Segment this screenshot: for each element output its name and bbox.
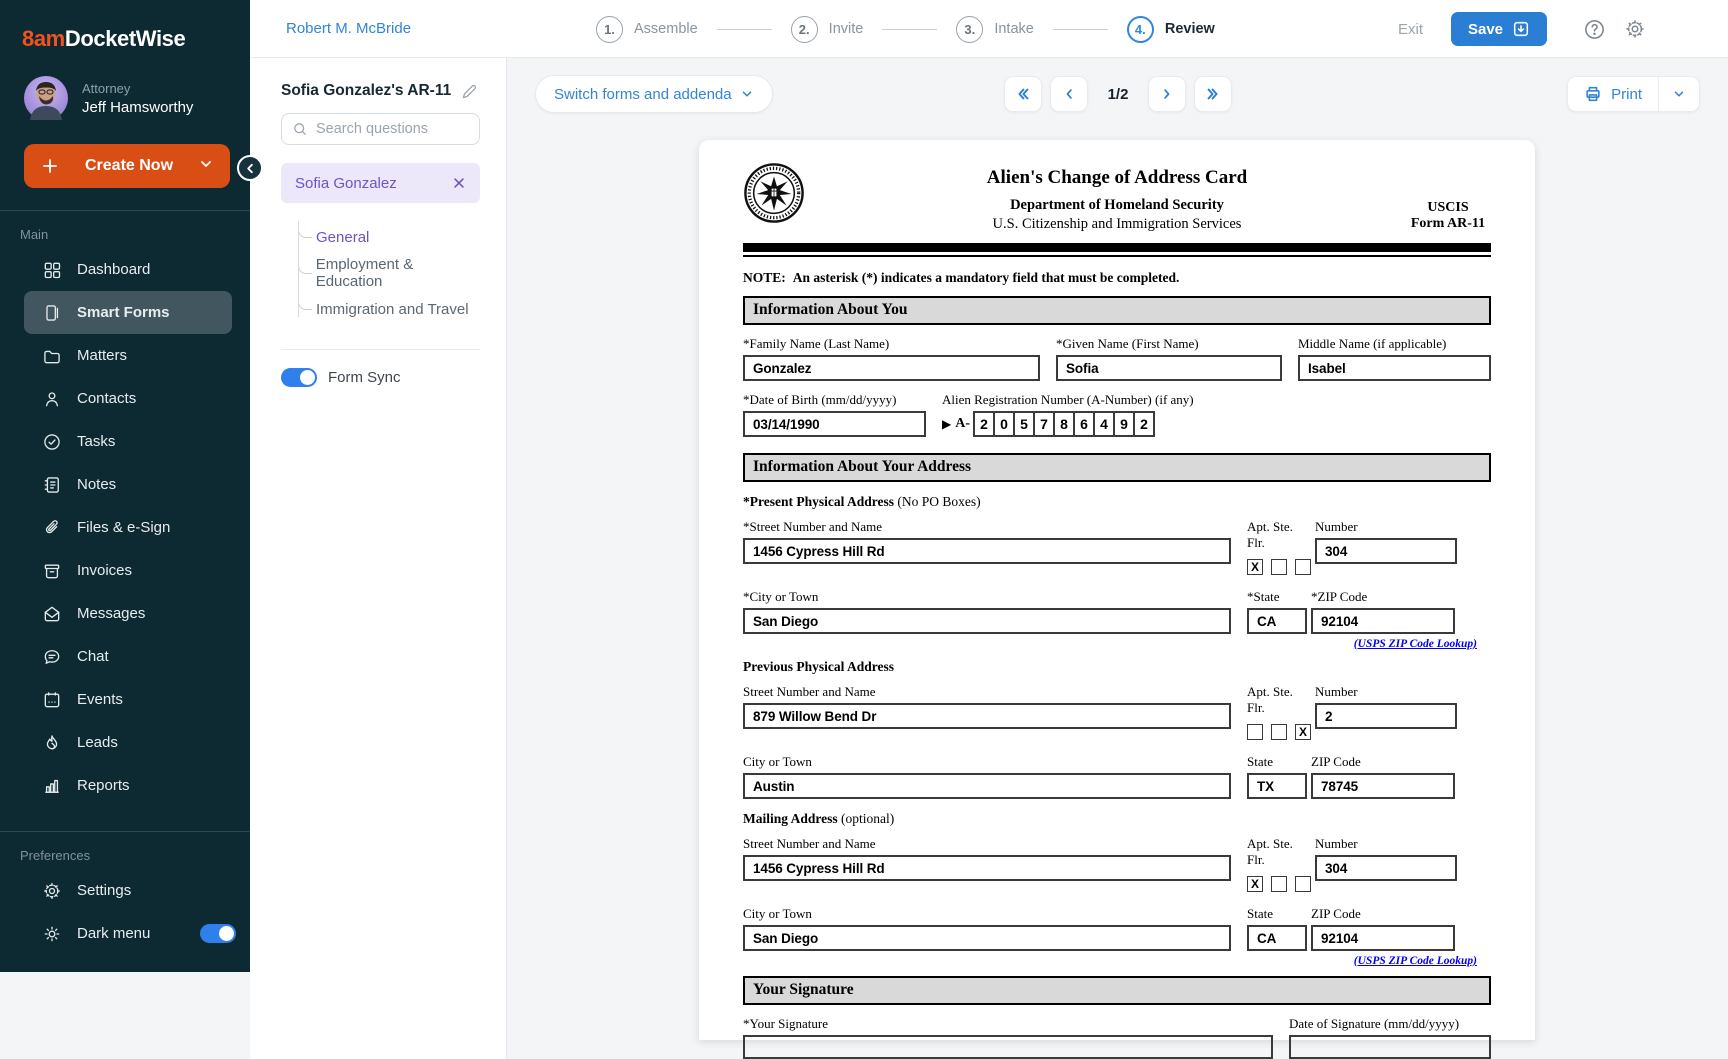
signature-date-field[interactable]: [1289, 1035, 1491, 1059]
sidebar-item-label: Messages: [77, 605, 146, 622]
sidebar-item-dashboard[interactable]: [24, 248, 232, 291]
question-circle-icon: [1583, 18, 1606, 41]
step-label: Invite: [828, 21, 864, 37]
document-title: Alien's Change of Address Card: [986, 167, 1248, 188]
plus-icon: [40, 156, 60, 176]
search-input[interactable]: [316, 121, 456, 137]
form-id: USCIS Form AR-11: [1410, 200, 1486, 231]
chevron-right-icon: [1160, 87, 1174, 101]
sidebar-item-chat[interactable]: [24, 635, 232, 678]
tree-item-label: General: [316, 228, 370, 246]
notes-icon: [42, 475, 62, 495]
dob-label: *Date of Birth (mm/dd/yyyy): [743, 392, 897, 407]
previous-address-title: Previous Physical Address: [743, 659, 895, 674]
main-content: [507, 58, 1728, 1059]
avatar: [24, 76, 68, 120]
sidebar-item-messages[interactable]: [24, 592, 232, 635]
step-connector: [882, 29, 937, 30]
selected-person-name: Sofia Gonzalez: [295, 174, 397, 192]
apt-checkbox[interactable]: [1247, 724, 1263, 740]
sidebar-item-label: Leads: [77, 734, 118, 751]
form-navigator-panel: [250, 58, 507, 1059]
mailing-address-title: Mailing Address (optional): [743, 811, 895, 826]
given-name-field[interactable]: Sofia: [1056, 355, 1282, 381]
step-label: Assemble: [634, 21, 698, 37]
exit-button[interactable]: Exit: [1397, 20, 1423, 38]
create-now-button[interactable]: [24, 144, 230, 188]
first-page-button[interactable]: [1004, 76, 1042, 112]
tree-branch: [298, 226, 312, 238]
sidebar-item-dark-menu[interactable]: [24, 912, 232, 955]
step-circle: 4.: [1127, 16, 1154, 43]
number-label: Number: [1315, 684, 1358, 699]
ste-checkbox[interactable]: [1271, 559, 1287, 575]
bar-chart-icon: [42, 776, 62, 796]
flr-checkbox[interactable]: [1295, 559, 1311, 575]
apt-ste-flr-label: Apt. Ste. Flr.: [1247, 684, 1293, 715]
sidebar-item-matters[interactable]: [24, 334, 232, 377]
sidebar-item-label: Tasks: [77, 433, 116, 450]
page-indicator: 1/2: [1107, 85, 1129, 103]
section-label-main: Main: [20, 227, 49, 242]
step-label: Review: [1164, 21, 1215, 37]
calendar-icon: [42, 690, 62, 710]
section-label-preferences: Preferences: [20, 848, 91, 863]
usps-zip-lookup-link[interactable]: (USPS ZIP Code Lookup): [1353, 955, 1477, 967]
sidebar-item-label: Reports: [77, 777, 130, 794]
ste-checkbox[interactable]: [1271, 876, 1287, 892]
chevron-left-icon: [1062, 87, 1076, 101]
sun-icon: [42, 924, 62, 944]
sidebar-item-files-esign[interactable]: [24, 506, 232, 549]
family-name-label: *Family Name (Last Name): [743, 336, 890, 351]
number-label: Number: [1315, 519, 1358, 534]
zip-label: ZIP Code: [1311, 754, 1361, 769]
save-button[interactable]: [1451, 12, 1547, 46]
number-field[interactable]: 2: [1315, 703, 1457, 729]
flr-checkbox[interactable]: [1295, 876, 1311, 892]
invoice-box-icon: [42, 561, 62, 581]
sidebar-item-notes[interactable]: [24, 463, 232, 506]
sidebar-item-label: Matters: [77, 347, 128, 364]
sidebar-item-invoices[interactable]: [24, 549, 232, 592]
top-header: [250, 0, 1728, 58]
sidebar-item-label: Contacts: [77, 390, 137, 407]
edit-pencil-icon[interactable]: [461, 83, 478, 100]
number-field[interactable]: 304: [1315, 538, 1457, 564]
sidebar-item-label: Invoices: [77, 562, 133, 579]
save-label: Save: [1467, 20, 1504, 38]
step-assemble[interactable]: [596, 16, 698, 43]
zip-field[interactable]: 78745: [1311, 773, 1455, 799]
family-name-field[interactable]: Gonzalez: [743, 355, 1040, 381]
user-profile[interactable]: [24, 76, 250, 120]
zip-field[interactable]: 92104: [1311, 925, 1455, 951]
agency-line-2: U.S. Citizenship and Immigration Services: [992, 216, 1242, 232]
chevron-down-icon: [740, 87, 754, 101]
note-line: NOTE: An asterisk (*) indicates a mandatory field that must be completed.: [743, 270, 1180, 285]
city-field[interactable]: Austin: [743, 773, 1231, 799]
chat-bubble-icon: [42, 647, 62, 667]
envelope-open-icon: [42, 604, 62, 624]
city-label: *City or Town: [743, 589, 819, 604]
last-page-button[interactable]: [1194, 76, 1232, 112]
dhs-seal: [743, 162, 805, 224]
tree-branch: [298, 298, 312, 310]
app-logo[interactable]: 8amDocketWise: [22, 26, 186, 51]
form-sync-row: [281, 368, 480, 387]
street-field[interactable]: 879 Willow Bend Dr: [743, 703, 1231, 729]
apt-ste-flr-label: Apt. Ste. Flr.: [1247, 519, 1293, 550]
profile-name: Jeff Hamsworthy: [82, 98, 194, 116]
settings-button[interactable]: [1624, 18, 1646, 40]
state-label: State: [1247, 906, 1273, 921]
sidebar-item-smart-forms[interactable]: [24, 291, 232, 334]
step-circle: 3.: [956, 16, 983, 43]
form-sync-toggle[interactable]: [281, 368, 317, 387]
avatar-illustration: [24, 76, 68, 120]
form-sync-label: Form Sync: [328, 369, 401, 386]
gear-icon: [42, 881, 62, 901]
tree-item-employment-education[interactable]: [298, 255, 480, 291]
sidebar-item-label: Notes: [77, 476, 117, 493]
sidebar-item-label: Files & e-Sign: [77, 519, 171, 536]
state-field[interactable]: CA: [1247, 925, 1307, 951]
page-navigation: [1004, 76, 1232, 112]
sidebar-item-label: Chat: [77, 648, 109, 665]
document-page: [699, 140, 1535, 1040]
street-label: Street Number and Name: [743, 836, 876, 851]
step-label: Intake: [994, 21, 1034, 37]
section-heading-address: Information About Your Address: [743, 453, 1491, 482]
step-invite[interactable]: [791, 16, 864, 43]
search-icon: [292, 121, 308, 137]
step-connector: [717, 29, 772, 30]
question-tree: [298, 219, 480, 327]
street-field[interactable]: 1456 Cypress Hill Rd: [743, 855, 1231, 881]
present-address-title: *Present Physical Address (No PO Boxes): [743, 494, 981, 509]
usps-zip-lookup-link[interactable]: (USPS ZIP Code Lookup): [1353, 638, 1477, 650]
step-intake[interactable]: [956, 16, 1034, 43]
divider-line: [743, 255, 1491, 257]
divider: [0, 831, 250, 832]
close-icon: [452, 176, 466, 190]
previous-page-button[interactable]: [1050, 76, 1088, 112]
smart-forms-icon: [42, 303, 62, 323]
sidebar-item-events[interactable]: [24, 678, 232, 721]
step-circle: 2.: [791, 16, 818, 43]
tree-item-label: Employment & Education: [315, 256, 414, 290]
ste-checkbox[interactable]: [1271, 724, 1287, 740]
form-title: Sofia Gonzalez's AR-11: [281, 82, 452, 99]
apt-ste-flr-label: Apt. Ste. Flr.: [1247, 836, 1293, 867]
sidebar-item-reports[interactable]: [24, 764, 232, 807]
tree-item-label: Immigration and Travel: [316, 300, 469, 318]
print-split-button: [1567, 76, 1700, 112]
given-name-label: *Given Name (First Name): [1056, 336, 1199, 351]
street-label: Street Number and Name: [743, 684, 876, 699]
divider-bar: [743, 243, 1491, 252]
sidebar-item-label: Settings: [77, 882, 132, 899]
paperclip-icon: [42, 518, 62, 538]
folder-icon: [42, 346, 62, 366]
signature-label: *Your Signature: [743, 1016, 828, 1031]
state-label: *State: [1247, 589, 1280, 604]
anumber-field[interactable]: ▶ A- 2 0 5 7 8 6 4 9 2: [942, 411, 1194, 437]
dashboard-icon: [42, 260, 62, 280]
dob-field[interactable]: 03/14/1990: [743, 411, 926, 437]
flr-checkbox[interactable]: X: [1295, 724, 1311, 740]
chevron-left-icon: [245, 163, 256, 174]
state-label: State: [1247, 754, 1273, 769]
stepper: [596, 0, 1215, 58]
chevrons-right-icon: [1205, 86, 1221, 102]
pointer-triangle-icon: ▶: [942, 417, 952, 431]
apt-checkbox[interactable]: X: [1247, 876, 1263, 892]
selected-person-chip[interactable]: [281, 163, 480, 203]
state-field[interactable]: CA: [1247, 608, 1307, 634]
chevrons-left-icon: [1015, 86, 1031, 102]
sidebar: [0, 0, 250, 972]
create-now-label: Create Now: [84, 157, 174, 174]
step-connector: [1053, 29, 1108, 30]
help-button[interactable]: [1583, 18, 1606, 41]
signature-field[interactable]: [743, 1035, 1273, 1059]
gear-icon: [1624, 18, 1646, 40]
city-label: City or Town: [743, 906, 812, 921]
flame-icon: [42, 733, 62, 753]
agency-line-1: Department of Homeland Security: [1010, 197, 1224, 213]
divider: [0, 210, 250, 211]
anumber-label: Alien Registration Number (A-Number) (if any): [942, 392, 1194, 407]
chevron-down-icon: [198, 156, 214, 177]
print-button[interactable]: [1568, 85, 1658, 103]
tree-line: [298, 221, 299, 317]
sidebar-item-label: Dashboard: [77, 261, 151, 278]
save-icon: [1512, 20, 1530, 38]
city-label: City or Town: [743, 754, 812, 769]
sidebar-item-leads[interactable]: [24, 721, 232, 764]
number-label: Number: [1315, 836, 1358, 851]
section-heading-about-you: Information About You: [743, 296, 1491, 325]
next-page-button[interactable]: [1148, 76, 1186, 112]
dark-menu-toggle[interactable]: [200, 924, 236, 943]
client-name-link[interactable]: Robert M. McBride: [286, 20, 412, 37]
collapse-panel-button[interactable]: [237, 155, 263, 181]
check-circle-icon: [42, 432, 62, 452]
state-field[interactable]: TX: [1247, 773, 1307, 799]
city-field[interactable]: San Diego: [743, 608, 1231, 634]
middle-name-field[interactable]: Isabel: [1298, 355, 1491, 381]
printer-icon: [1584, 85, 1602, 103]
middle-name-label: Middle Name (if applicable): [1298, 336, 1447, 351]
sidebar-item-contacts[interactable]: [24, 377, 232, 420]
zip-label: ZIP Code: [1311, 906, 1361, 921]
profile-role: Attorney: [82, 80, 131, 96]
switch-forms-button[interactable]: [535, 75, 773, 113]
city-field[interactable]: San Diego: [743, 925, 1231, 951]
step-circle: 1.: [596, 16, 623, 43]
signature-date-label: Date of Signature (mm/dd/yyyy): [1289, 1016, 1460, 1031]
search-questions-box[interactable]: [281, 113, 480, 145]
sidebar-item-label: Dark menu: [77, 925, 151, 942]
switch-forms-label: Switch forms and addenda: [554, 85, 732, 103]
apt-checkbox[interactable]: X: [1247, 559, 1263, 575]
divider: [281, 349, 480, 350]
print-label: Print: [1611, 85, 1642, 103]
sidebar-item-tasks[interactable]: [24, 420, 232, 463]
street-label: *Street Number and Name: [743, 519, 882, 534]
tree-item-general[interactable]: [298, 219, 480, 255]
zip-field[interactable]: 92104: [1311, 608, 1455, 634]
tree-branch: [298, 262, 312, 274]
sidebar-item-label: Smart Forms: [77, 304, 170, 321]
number-field[interactable]: 304: [1315, 855, 1457, 881]
step-review[interactable]: [1127, 16, 1215, 43]
person-icon: [42, 389, 62, 409]
anumber-prefix: A-: [955, 416, 971, 431]
sidebar-item-settings[interactable]: [24, 869, 232, 912]
chevron-down-icon: [1672, 87, 1686, 101]
sidebar-item-label: Events: [77, 691, 123, 708]
tree-item-immigration-travel[interactable]: [298, 291, 480, 327]
zip-label: *ZIP Code: [1311, 589, 1368, 604]
section-heading-signature: Your Signature: [743, 976, 1491, 1005]
print-options-button[interactable]: [1659, 87, 1699, 101]
street-field[interactable]: 1456 Cypress Hill Rd: [743, 538, 1231, 564]
